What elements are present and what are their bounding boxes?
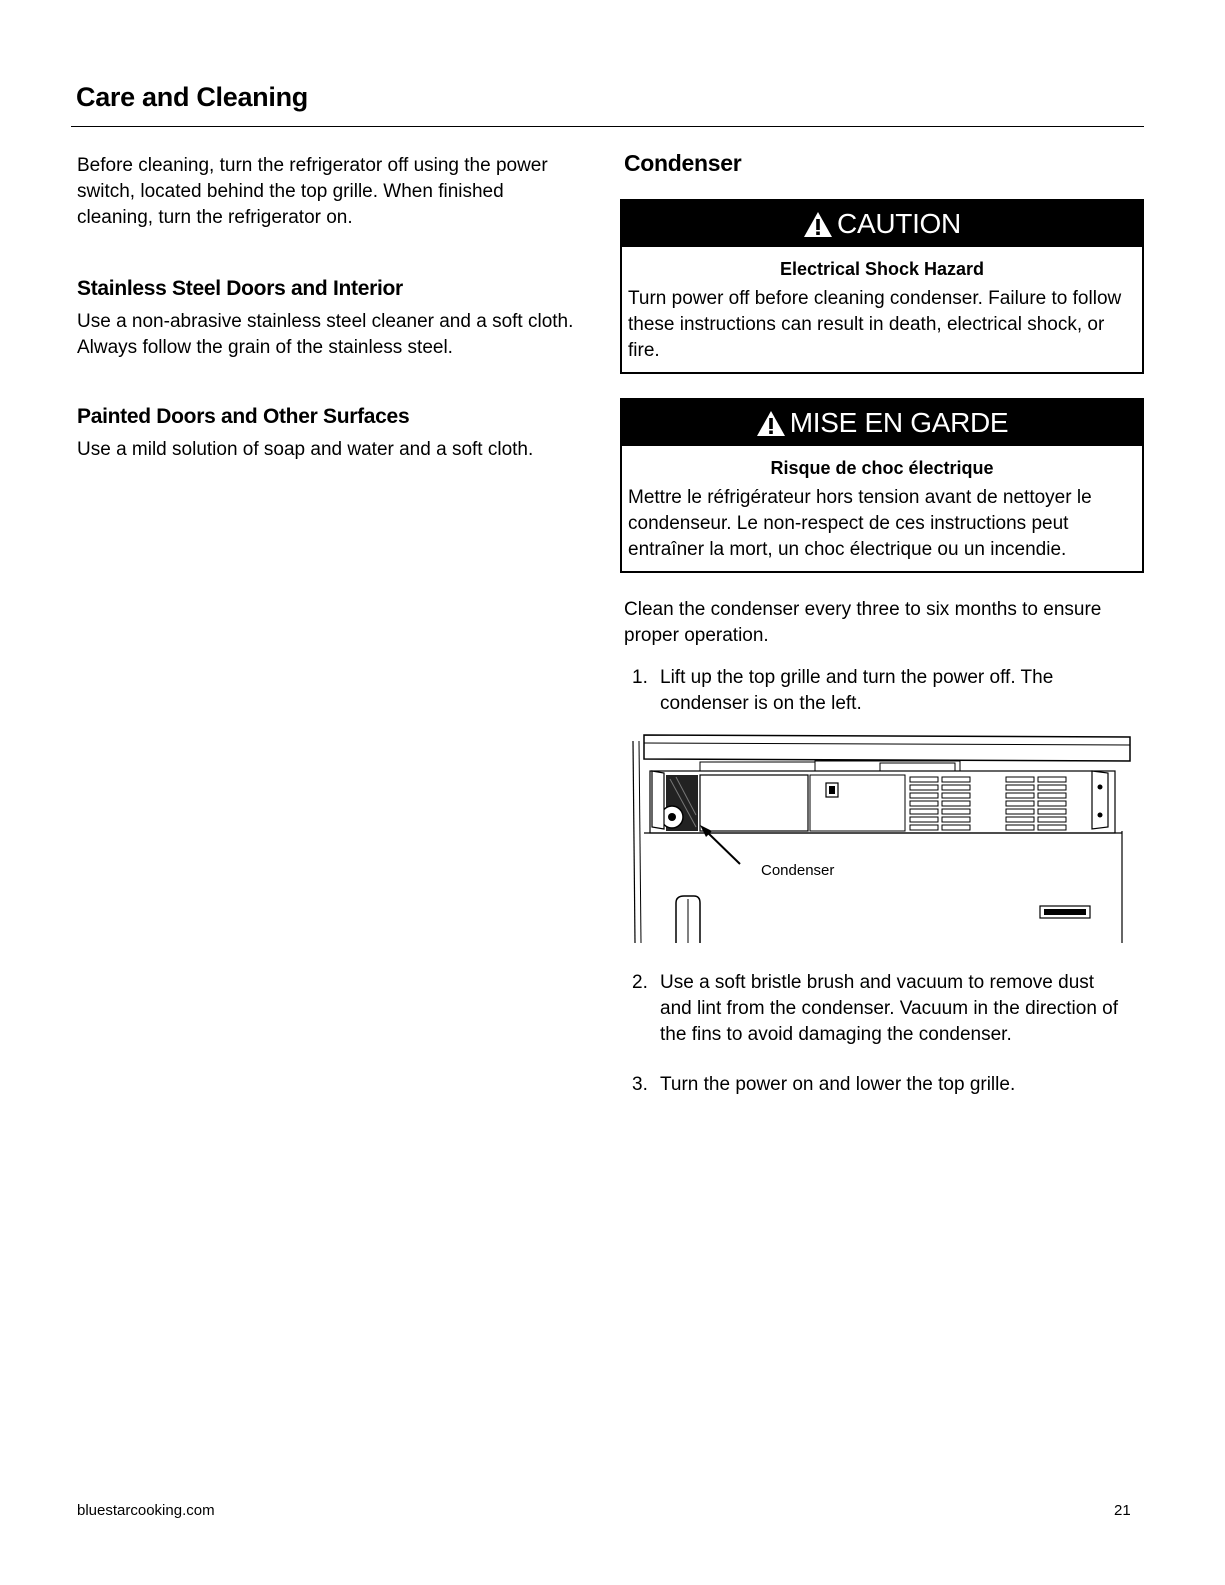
caution-box-french [620, 398, 1144, 573]
clean-intro-paragraph: Clean the condenser every three to six months to ensure proper operation. [624, 599, 1102, 646]
cleaning-steps [620, 665, 1144, 717]
caution-subtitle: Electrical Shock Hazard [779, 259, 985, 279]
mise-en-garde-label: MISE EN GARDE [789, 407, 1009, 438]
step-text: Turn the power on and lower the top grille. [660, 1074, 1016, 1095]
mise-en-garde-text: Mettre le réfrigérateur hors tension avant de nettoyer le condenseur. Le non-respect de ces instructions peut entraîner la mort, un choc électrique ou un incendie. [628, 487, 1092, 560]
warning-triangle-icon [756, 410, 786, 437]
warning-triangle-icon [803, 211, 833, 238]
condenser-heading: Condenser [624, 150, 742, 176]
step-text: Lift up the top grille and turn the power off. The condenser is on the left. [660, 667, 1054, 714]
condenser-figure [630, 731, 1136, 946]
section-heading-stainless: Stainless Steel Doors and Interior [77, 277, 403, 300]
mise-en-garde-subtitle: Risque de choc électrique [770, 458, 994, 478]
step-text: Use a soft bristle brush and vacuum to remove dust and lint from the condenser. Vacuum in the direction of the fins to avoid damaging the condenser. [660, 972, 1119, 1045]
caution-box-english [620, 199, 1144, 374]
caution-text: Turn power off before cleaning condenser. Failure to follow these instructions can result in death, electrical shock, or fire. [628, 288, 1122, 361]
step-number: 1. [632, 667, 648, 688]
section-body-painted: Use a mild solution of soap and water and a soft cloth. [77, 439, 534, 460]
section-heading-painted: Painted Doors and Other Surfaces [77, 405, 410, 428]
step-number: 2. [632, 972, 648, 993]
footer-website: bluestarcooking.com [77, 1502, 215, 1519]
page-number: 21 [1114, 1502, 1131, 1519]
step-item [620, 1072, 1144, 1098]
section-body-stainless: Use a non-abrasive stainless steel cleaner and a soft cloth. Always follow the grain of the stainless steel. [77, 311, 574, 358]
title-divider [71, 126, 1144, 127]
left-column [77, 153, 577, 507]
page-title: Care and Cleaning [76, 82, 308, 112]
mise-en-garde-header [622, 400, 1142, 446]
condenser-callout-label: Condenser [761, 862, 835, 879]
intro-paragraph: Before cleaning, turn the refrigerator off using the power switch, located behind the top grille. When finished cleaning, turn the refrigerator on. [77, 155, 548, 228]
caution-header [622, 201, 1142, 247]
step-number: 3. [632, 1074, 648, 1095]
caution-label: CAUTION [837, 208, 961, 239]
cleaning-steps-continued [620, 970, 1144, 1098]
step-item [620, 970, 1144, 1048]
step-item [620, 665, 1144, 717]
right-column [620, 150, 1144, 1098]
refrigerator-condenser-illustration [630, 731, 1136, 946]
